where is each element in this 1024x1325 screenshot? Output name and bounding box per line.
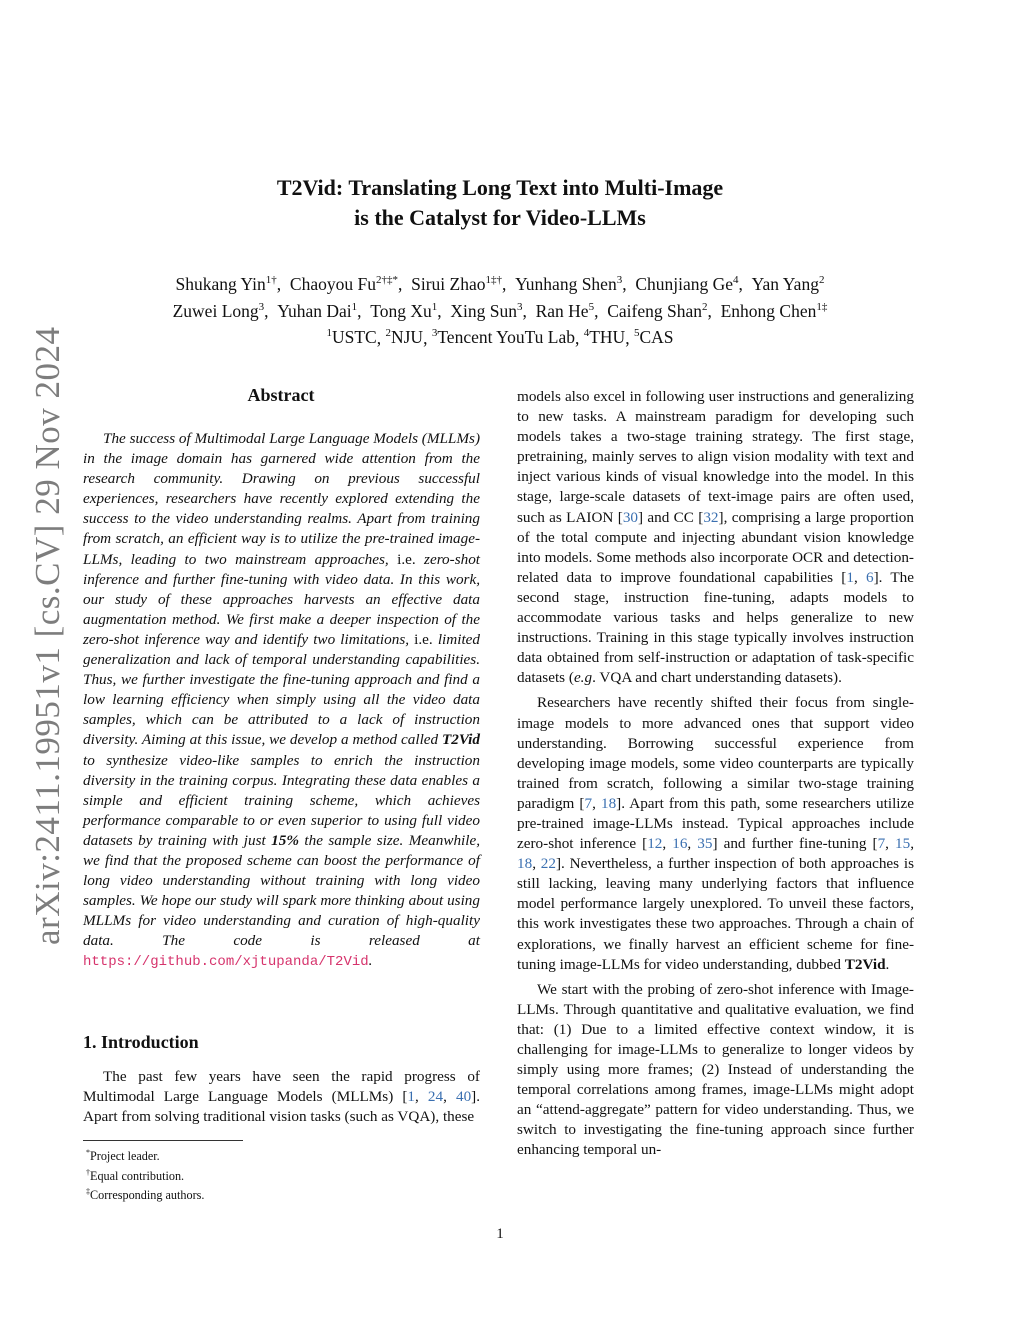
page-number: 1 [496,1226,504,1242]
author-block [0,269,1000,349]
title-line-2: is the Catalyst for Video-LLMs [354,205,646,230]
citation-link[interactable]: 40 [455,1088,472,1106]
citation-link[interactable]: 22 [540,855,556,873]
method-name: T2Vid [442,731,480,749]
citation-link[interactable]: 7 [877,835,886,853]
author-row-1: Shukang Yin$^{1\dagger}$, Chaoyou $Fu^{2\dagger\ddagger*}$, Sirui Zhao$^{1\ddagger\dagger}$, Yunhang Shen$^3$, Chunjiang Ge$^4$, Yan Yang$^2$ [175,273,825,294]
method-name: T2Vid [844,955,886,973]
body-paragraph: Researchers have recently shifted their focus from single-image models to more advanced ones that support video understanding. Borrowing successful experience from developing image models, some video counterparts are typically trained from scratch, following a similar two-stage training paradigm [7, 18]. Apart from this path, some researchers utilize pre-trained image-LLMs instead. Typical approaches include zero-shot inference [12, 16, 35] and further fine-tuning [7, 15, 18, 22]. Nevertheless, a further inspection of both approaches is still lacking, leaving many underlying factors that influence model performance largely unexplored. To unveil these factors, this work investigates these two approaches. Through a chain of explorations, we finally harvest an efficient scheme for fine-tuning image-LLMs for video understanding, dubbed T2Vid. [517,694,915,973]
affiliation-item: $^5$CAS [633,327,674,348]
intro-paragraph: The past few years have seen the rapid progress of Multimodal Large Language Models (MLLMs) [1, 24, 40]. Apart from solving traditional vision tasks (such as VQA), these [83,1068,481,1126]
body-paragraph: We start with the probing of zero-shot inference with Image-LLMs. Through quantitative and qualitative evaluation, we find that: (1) Due to a limited effective context window, it is challenging for image-LLMs to generalize to longer videos by simply using more frames; (2) Instead of understanding the temporal correlations among frames, image-LLMs might adopt an “attend-aggregate” pattern for video understanding. Thus, we switch to investigating the fine-tuning approach since further enhancing temporal un- [517,980,914,1159]
affiliation-item: $^2$NJU [385,327,424,348]
section-heading-introduction: 1. Introduction [83,1032,199,1052]
citation-link[interactable]: 32 [703,508,719,526]
author-name: Chaoyou $Fu^{2\dagger\ddagger*}$ [289,273,398,294]
arxiv-stamp: arXiv:2411.19951v1 [cs.CV] 29 Nov 2024 [28,326,67,945]
author-name: Yunhang Shen$^3$ [515,273,623,294]
citation-link[interactable]: 1 [407,1088,415,1106]
affiliation-item: $^1$USTC [326,327,377,348]
author-name: Xing Sun$^3$ [450,300,523,321]
abstract-body: The success of Multimodal Large Language Models (MLLMs) in the image domain has garnered wide attention from the research community. Drawing on previous successful experiences, researchers have recently explored extending the success to the video understanding realms. Apart from training from scratch, an efficient way is to utilize the pre-trained image-LLMs, leading to two mainstream approaches, i.e. zero-shot inference and further fine-tuning with video data. In this work, our study of these approaches harvests an effective data augmentation method. We first make a deeper inspection of the zero-shot inference way and identify two limitations, i.e. limited generalization and lack of temporal understanding capabilities. Thus, we further investigate the fine-tuning approach and find a low learning efficiency when simply using all the video data samples, which can be attributed to a lack of instruction diversity. Aiming at this issue, we develop a method called T2Vid to synthesize video-like samples to enrich the instruction diversity in the training corpus. Integrating these data enables a simple and efficient training scheme, which achieves performance comparable to or even superior to using full video datasets by training with just 15% the sample size. Meanwhile, we find that the proposed scheme can boost the performance of long video understanding without training with long video samples. We hope our study will spark more thinking about using MLLMs for video understanding and curation of high-quality data. The code is released at https://github.com/xjtupanda/T2Vid. [83,430,481,971]
citation-link[interactable]: 12 [647,835,663,853]
body-paragraph: models also excel in following user instructions and generalizing to new tasks. A mainstream paradigm for developing such models takes a two-stage training strategy. The first stage, pretraining, mainly serves to align vision modality with text and inject various kinds of visual knowledge into the model. In this stage, large-scale datasets of text-image pairs are often used, such as LAION [30] and CC [32], comprising a large proportion of the total compute and injecting abundant vision knowledge into models. Some methods also incorporate OCR and detection-related data to improve foundational capabilities [1, 6]. The second stage, instruction fine-tuning, adapts models to accommodate various tasks and helps generalize to new instructions. Training in this stage typically involves instruction data obtained from self-instruction or adaptation of task-specific datasets (e.g. VQA and chart understanding datasets). [517,388,915,687]
affiliations: $^1$USTC, $^2$NJU, $^3$Tencent YouTu Lab, $^4$THU, $^5$CAS [326,327,674,348]
citation-link[interactable]: 16 [672,835,688,853]
paper-title [0,173,1000,233]
citation-link[interactable]: 7 [584,794,593,812]
footnotes [86,1145,204,1204]
affiliation-item: $^4$THU [583,327,626,348]
author-name: Enhong Chen$^{1\ddagger}$ [720,300,828,321]
abstract-heading: Abstract [247,385,315,405]
sample-percent: 15% [271,831,299,849]
citation-link[interactable]: 18 [600,794,617,812]
author-name: Yan Yang$^2$ [751,273,825,294]
code-link[interactable]: https://github.com/xjtupanda/T2Vid [83,954,369,971]
footnote-item: †Equal contribution. [86,1167,185,1183]
author-name: Ran He$^5$ [535,300,595,321]
author-name: Zuwei Long$^3$ [172,300,265,321]
citation-link[interactable]: 24 [427,1088,444,1106]
citation-link[interactable]: 30 [622,508,638,526]
citation-link[interactable]: 6 [866,568,874,586]
right-column [517,387,914,1161]
author-name: Tong Xu$^1$ [370,300,438,321]
title-line-1: T2Vid: Translating Long Text into Multi-Image [276,175,724,200]
author-name: Sirui Zhao$^{1\ddagger\dagger}$ [411,273,502,294]
affiliation-item: $^3$Tencent YouTu Lab [431,327,575,348]
author-name: Chunjiang Ge$^4$ [635,273,739,294]
footnote-item: ‡Corresponding authors. [86,1187,205,1203]
author-row-2: Zuwei Long$^3$, Yuhan Dai$^1$, Tong Xu$^1$, Xing Sun$^3$, Ran He$^5$, Caifeng Shan$^2$, Enhong Chen$^{1\ddagger}$ [172,300,828,321]
footnote-rule [83,1140,243,1141]
author-name: Shukang Yin$^{1\dagger}$ [175,273,277,294]
citation-link[interactable]: 18 [517,855,533,873]
footnote-item: *Project leader. [86,1148,160,1164]
author-name: Caifeng Shan$^2$ [607,300,708,321]
citation-link[interactable]: 35 [697,835,713,853]
author-name: Yuhan Dai$^1$ [277,300,358,321]
citation-link[interactable]: 1 [846,568,854,586]
citation-link[interactable]: 15 [895,835,911,853]
